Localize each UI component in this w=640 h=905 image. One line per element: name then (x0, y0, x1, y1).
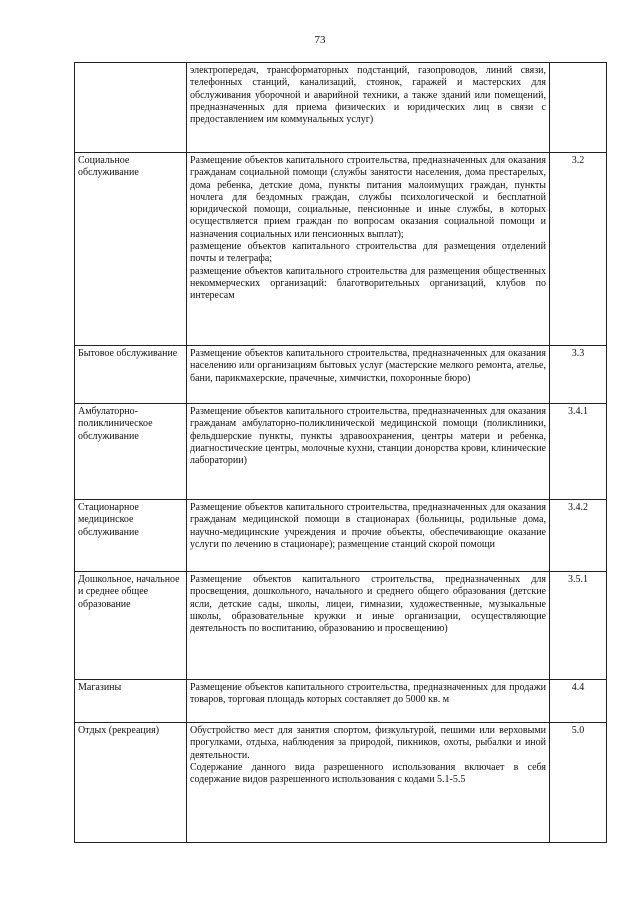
use-type-code: 3.2 (550, 153, 607, 346)
use-type-code: 5.0 (550, 723, 607, 843)
description-paragraph: Размещение объектов капитального строительства, предназначенных для оказания гражданам медицинской помощи в стационарах (больницы, родильные дома, научно-медицинские учреждения и прочие объекты, обеспечивающие оказание услуги по лечению в стационаре); размещение станций скорой помощи (190, 502, 546, 550)
table-row (75, 404, 607, 500)
page-number: 73 (314, 34, 326, 46)
description-paragraph: размещение объектов капитального строительства для размещения отделений почты и телеграфа; (190, 241, 546, 265)
use-type-description (187, 404, 550, 500)
land-use-table-body (75, 63, 607, 843)
description-paragraph: Содержание данного вида разрешенного использования включает в себя содержание видов разрешенного использования с кодами 5.1-5.5 (190, 761, 546, 786)
description-paragraph: Размещение объектов капитального строительства, предназначенных для оказания населению или организациям бытовых услуг (мастерские мелкого ремонта, ателье, бани, парикмахерские, прачечные, химчистки, похоронные бюро) (190, 348, 546, 384)
use-type-name (75, 63, 187, 153)
description-paragraph: Размещение объектов капитального строительства, предназначенных для оказания гражданам социальной помощи (службы занятости населения, дома престарелых, дома ребенка, детские дома, пункты питания малоимущих граждан, пункты ночлега для бездомных граждан, службы психологической и бесплатной юридической помощи, социальные, пенсионные и иные службы, в которых осуществляется прием граждан по вопросам оказания социальной помощи и назначения социальных или пенсионных выплат); (190, 155, 546, 240)
description-paragraph: Размещение объектов капитального строительства, предназначенных для продажи товаров, торговая площадь которых составляет до 5000 кв. м (190, 682, 546, 706)
table-row (75, 723, 607, 843)
use-type-code (550, 63, 607, 153)
use-type-code: 3.4.2 (550, 500, 607, 572)
description-paragraph: Размещение объектов капитального строительства, предназначенных для просвещения, дошкольного, начального и среднего общего образования (детские ясли, детские сады, школы, лицеи, гимназии, художественные, музыкальные школы, образовательные кружки и иные организации, осуществляющие деятельность по воспитанию, образованию и просвещению) (190, 574, 546, 635)
use-type-description (187, 572, 550, 680)
use-type-name: Бытовое обслуживание (75, 346, 187, 404)
description-paragraph: Размещение объектов капитального строительства, предназначенных для оказания гражданам амбулаторно-поликлинической медицинской помощи (поликлиники, фельдшерские пункты, пункты здравоохранения, центры матери и ребенка, диагностические центры, молочные кухни, станции донорства крови, клинические лаборатории) (190, 406, 546, 467)
use-type-code: 3.4.1 (550, 404, 607, 500)
land-use-table (74, 62, 607, 843)
use-type-name: Магазины (75, 680, 187, 723)
description-paragraph: размещение объектов капитального строительства для размещения общественных некоммерческих организаций: благотворительных организаций, клубов по интересам (190, 265, 546, 302)
use-type-description (187, 346, 550, 404)
use-type-description (187, 500, 550, 572)
use-type-name: Амбулаторно-поликлиническое обслуживание (75, 404, 187, 500)
table-row (75, 346, 607, 404)
use-type-name: Дошкольное, начальное и среднее общее образование (75, 572, 187, 680)
use-type-name: Отдых (рекреация) (75, 723, 187, 843)
table-row (75, 680, 607, 723)
table-row (75, 63, 607, 153)
table-row (75, 153, 607, 346)
use-type-code: 3.3 (550, 346, 607, 404)
use-type-description (187, 63, 550, 153)
table-row (75, 572, 607, 680)
use-type-code: 4.4 (550, 680, 607, 723)
use-type-description (187, 723, 550, 843)
use-type-name: Стационарное медицинское обслуживание (75, 500, 187, 572)
use-type-description (187, 153, 550, 346)
description-paragraph: Обустройство мест для занятия спортом, физкультурой, пешими или верховыми прогулками, отдыха, наблюдения за природой, пикников, охоты, рыбалки и иной деятельности. (190, 725, 546, 761)
use-type-code: 3.5.1 (550, 572, 607, 680)
use-type-name: Социальное обслуживание (75, 153, 187, 346)
description-paragraph: электропередач, трансформаторных подстанций, газопроводов, линий связи, телефонных станций, канализаций, стоянок, гаражей и мастерских для обслуживания уборочной и аварийной техники, а также зданий или помещений, предназначенных для приема физических и юридических лиц в связи с предоставлением им коммунальных услуг) (190, 65, 546, 126)
use-type-description (187, 680, 550, 723)
table-row (75, 500, 607, 572)
